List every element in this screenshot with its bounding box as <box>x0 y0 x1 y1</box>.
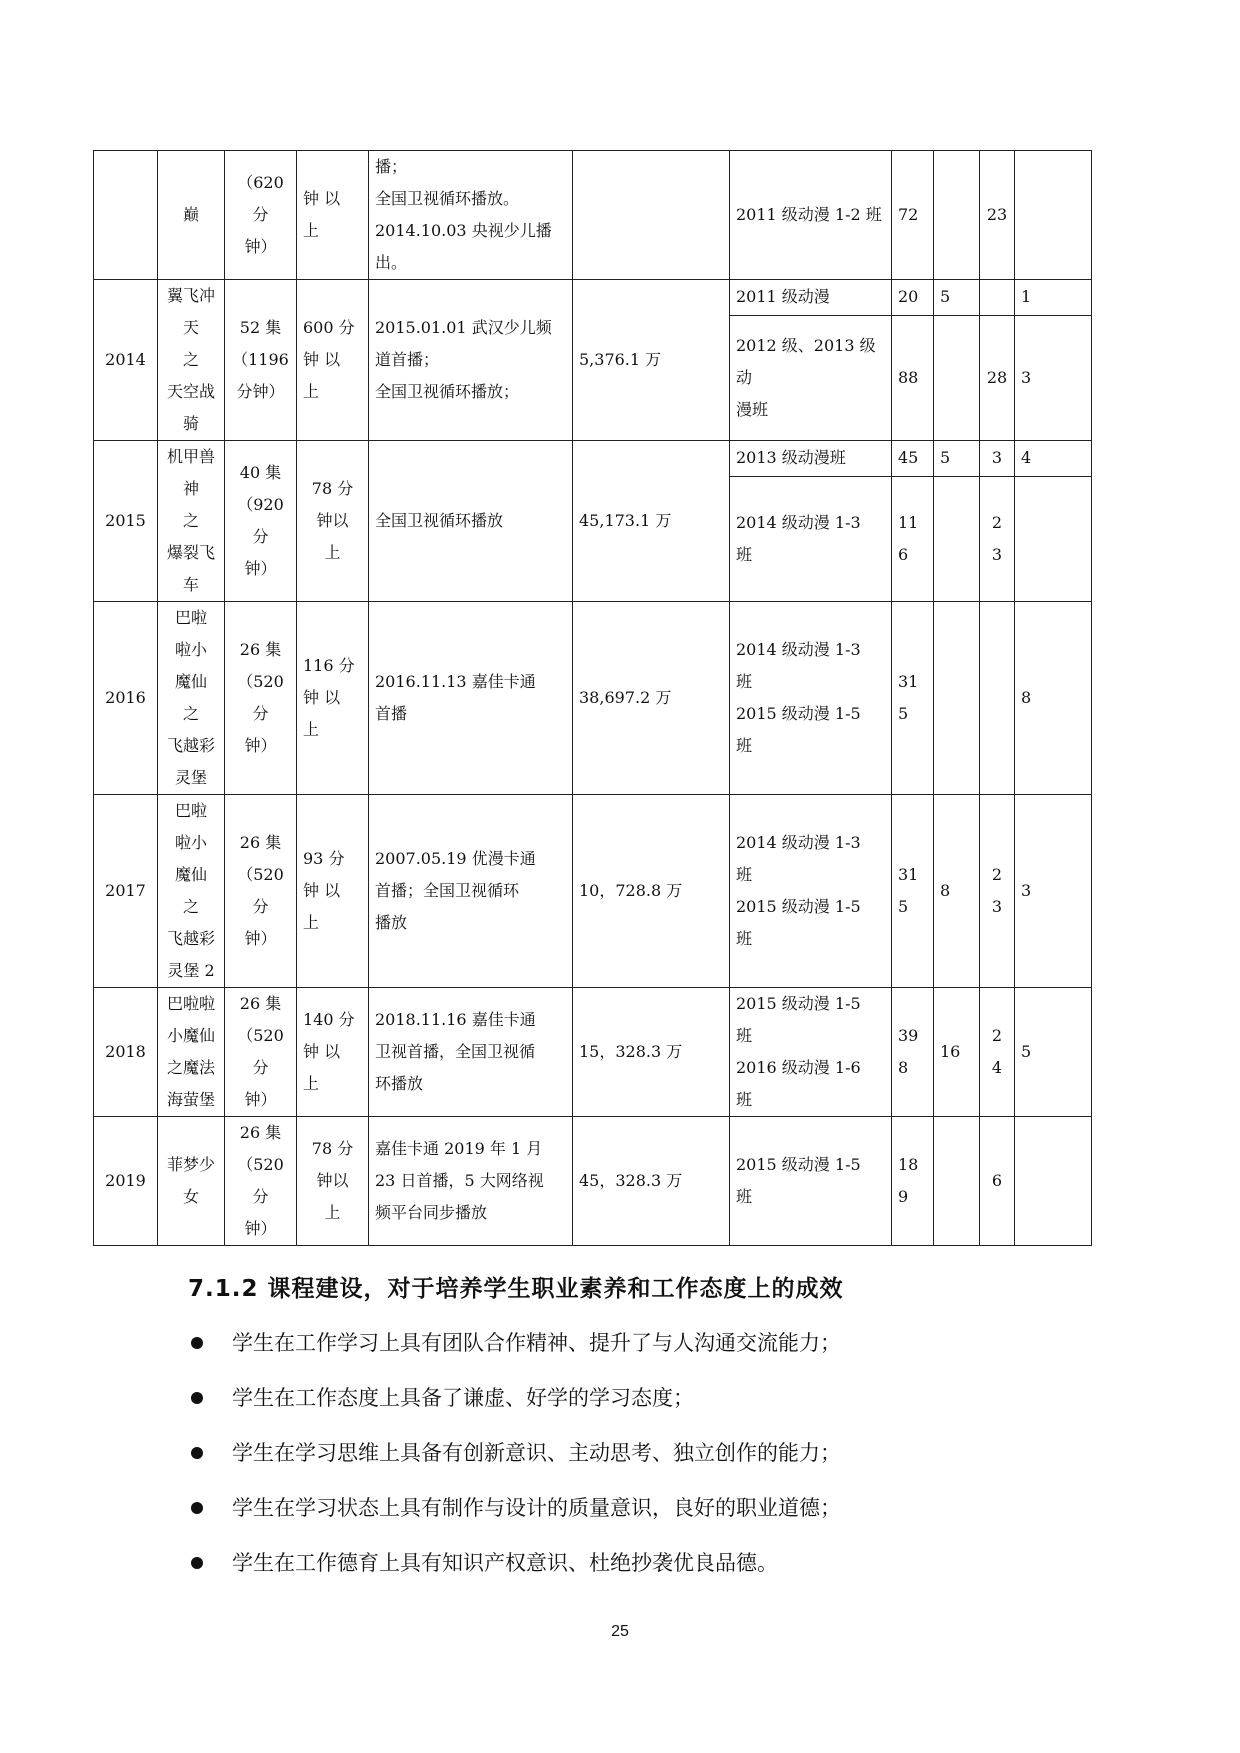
table-cell: 600 分 钟 以 上 <box>297 280 369 441</box>
bullet-list <box>188 1328 841 1603</box>
table-cell: 3 <box>980 441 1015 477</box>
bullet-dot-icon <box>191 1557 203 1569</box>
table-cell: 93 分 钟 以 上 <box>297 795 369 988</box>
table-cell <box>980 602 1015 795</box>
table-cell: 嘉佳卡通 2019 年 1 月 23 日首播，5 大网络视 频平台同步播放 <box>369 1117 573 1246</box>
bullet-text: 学生在学习思维上具备有创新意识、主动思考、独立创作的能力； <box>232 1441 841 1465</box>
table-cell: 39 8 <box>892 988 934 1117</box>
table-row <box>94 280 1092 316</box>
table-row <box>94 151 1092 280</box>
table-cell: 2014 级动漫 1-3 班 <box>730 476 892 601</box>
table-cell: 18 9 <box>892 1117 934 1246</box>
table-cell: 116 分 钟 以 上 <box>297 602 369 795</box>
table-cell: 钟 以 上 <box>297 151 369 280</box>
table-cell: 88 <box>892 315 934 440</box>
bullet-dot-icon <box>191 1447 203 1459</box>
table-cell: 31 5 <box>892 795 934 988</box>
table-row <box>94 1117 1092 1246</box>
table-cell: 28 <box>980 315 1015 440</box>
table-cell: 巴啦啦 小魔仙 之魔法 海萤堡 <box>158 988 225 1117</box>
bullet-dot-icon <box>191 1392 203 1404</box>
table-cell: 2 3 <box>980 476 1015 601</box>
table-cell: 40 集 （920 分 钟） <box>225 441 297 602</box>
table-cell: 140 分 钟 以 上 <box>297 988 369 1117</box>
table-cell: 2007.05.19 优漫卡通 首播；全国卫视循环 播放 <box>369 795 573 988</box>
table-row <box>94 795 1092 988</box>
page-number: 25 <box>611 1623 629 1640</box>
table-cell: 72 <box>892 151 934 280</box>
table-cell: 8 <box>934 795 980 988</box>
table-cell: 26 集 （520 分 钟） <box>225 988 297 1117</box>
table-cell: 16 <box>934 988 980 1117</box>
table-cell: 3 <box>1015 795 1092 988</box>
table-cell: 4 <box>1015 441 1092 477</box>
table-cell <box>94 151 158 280</box>
table-cell: 10，728.8 万 <box>573 795 730 988</box>
table-cell: 2016 <box>94 602 158 795</box>
bullet-item <box>188 1548 841 1603</box>
table-cell: 2011 级动漫 1-2 班 <box>730 151 892 280</box>
table-cell: 78 分 钟以 上 <box>297 441 369 602</box>
table-cell: 52 集 （1196 分钟） <box>225 280 297 441</box>
table-cell: 机甲兽 神 之 爆裂飞 车 <box>158 441 225 602</box>
table-cell: 8 <box>1015 602 1092 795</box>
bullet-item <box>188 1383 841 1438</box>
table-row <box>94 441 1092 477</box>
table-cell: 38,697.2 万 <box>573 602 730 795</box>
table-cell: 1 <box>1015 280 1092 316</box>
table-cell: 2018 <box>94 988 158 1117</box>
table-cell: 45，328.3 万 <box>573 1117 730 1246</box>
table-cell <box>934 151 980 280</box>
table-cell: 2015 级动漫 1-5 班 2016 级动漫 1-6 班 <box>730 988 892 1117</box>
table-cell: 5 <box>1015 988 1092 1117</box>
bullet-item <box>188 1493 841 1548</box>
table-cell <box>573 151 730 280</box>
bullet-dot-icon <box>191 1337 203 1349</box>
table-cell: 2014 级动漫 1-3 班 2015 级动漫 1-5 班 <box>730 602 892 795</box>
table-cell: 2 4 <box>980 988 1015 1117</box>
table-cell: 23 <box>980 151 1015 280</box>
table-cell: 5,376.1 万 <box>573 280 730 441</box>
bullet-text: 学生在工作德育上具有知识产权意识、杜绝抄袭优良品德。 <box>232 1551 778 1575</box>
table-cell: 巅 <box>158 151 225 280</box>
table-cell: 2011 级动漫 <box>730 280 892 316</box>
table-cell: 2012 级、2013 级动 漫班 <box>730 315 892 440</box>
table-cell: 2 3 <box>980 795 1015 988</box>
table-cell <box>1015 476 1092 601</box>
table-cell: 全国卫视循环播放 <box>369 441 573 602</box>
table-cell: 2015.01.01 武汉少儿频 道首播； 全国卫视循环播放； <box>369 280 573 441</box>
table-cell <box>1015 1117 1092 1246</box>
table-cell: 巴啦 啦小 魔仙 之 飞越彩 灵堡 2 <box>158 795 225 988</box>
section-title: 7.1.2 课程建设，对于培养学生职业素养和工作态度上的成效 <box>188 1276 844 1302</box>
table-cell: 2017 <box>94 795 158 988</box>
table-cell: 45,173.1 万 <box>573 441 730 602</box>
table-cell <box>934 602 980 795</box>
table-cell <box>934 1117 980 1246</box>
table-cell: （620 分 钟） <box>225 151 297 280</box>
table-cell: 26 集 （520 分 钟） <box>225 602 297 795</box>
production-table <box>93 150 1092 1246</box>
table-cell: 播； 全国卫视循环播放。 2014.10.03 央视少儿播 出。 <box>369 151 573 280</box>
table-cell <box>980 280 1015 316</box>
table-cell: 巴啦 啦小 魔仙 之 飞越彩 灵堡 <box>158 602 225 795</box>
table-cell: 11 6 <box>892 476 934 601</box>
table-cell: 15，328.3 万 <box>573 988 730 1117</box>
table-cell: 2015 <box>94 441 158 602</box>
table-cell: 45 <box>892 441 934 477</box>
table-row <box>94 988 1092 1117</box>
bullet-item <box>188 1328 841 1383</box>
table-cell: 5 <box>934 441 980 477</box>
table-cell: 26 集 （520 分 钟） <box>225 1117 297 1246</box>
table-cell: 5 <box>934 280 980 316</box>
table-cell: 31 5 <box>892 602 934 795</box>
table-cell: 78 分 钟以 上 <box>297 1117 369 1246</box>
table-cell: 2014 <box>94 280 158 441</box>
table-cell: 2019 <box>94 1117 158 1246</box>
bullet-item <box>188 1438 841 1493</box>
table-cell: 2015 级动漫 1-5 班 <box>730 1117 892 1246</box>
table-cell: 6 <box>980 1117 1015 1246</box>
table-cell: 3 <box>1015 315 1092 440</box>
table-cell: 2016.11.13 嘉佳卡通 首播 <box>369 602 573 795</box>
bullet-dot-icon <box>191 1502 203 1514</box>
bullet-text: 学生在学习状态上具有制作与设计的质量意识，良好的职业道德； <box>232 1496 841 1520</box>
table-cell: 菲梦少 女 <box>158 1117 225 1246</box>
table-cell: 2014 级动漫 1-3 班 2015 级动漫 1-5 班 <box>730 795 892 988</box>
table-cell: 26 集 （520 分 钟） <box>225 795 297 988</box>
table-cell: 20 <box>892 280 934 316</box>
bullet-text: 学生在工作态度上具备了谦虚、好学的学习态度； <box>232 1386 694 1410</box>
table-cell <box>934 315 980 440</box>
table-cell: 翼飞冲 天 之 天空战 骑 <box>158 280 225 441</box>
bullet-text: 学生在工作学习上具有团队合作精神、提升了与人沟通交流能力； <box>232 1331 841 1355</box>
table-cell <box>934 476 980 601</box>
table-cell: 2013 级动漫班 <box>730 441 892 477</box>
table-row <box>94 602 1092 795</box>
table-cell: 2018.11.16 嘉佳卡通 卫视首播，全国卫视循 环播放 <box>369 988 573 1117</box>
table-cell <box>1015 151 1092 280</box>
